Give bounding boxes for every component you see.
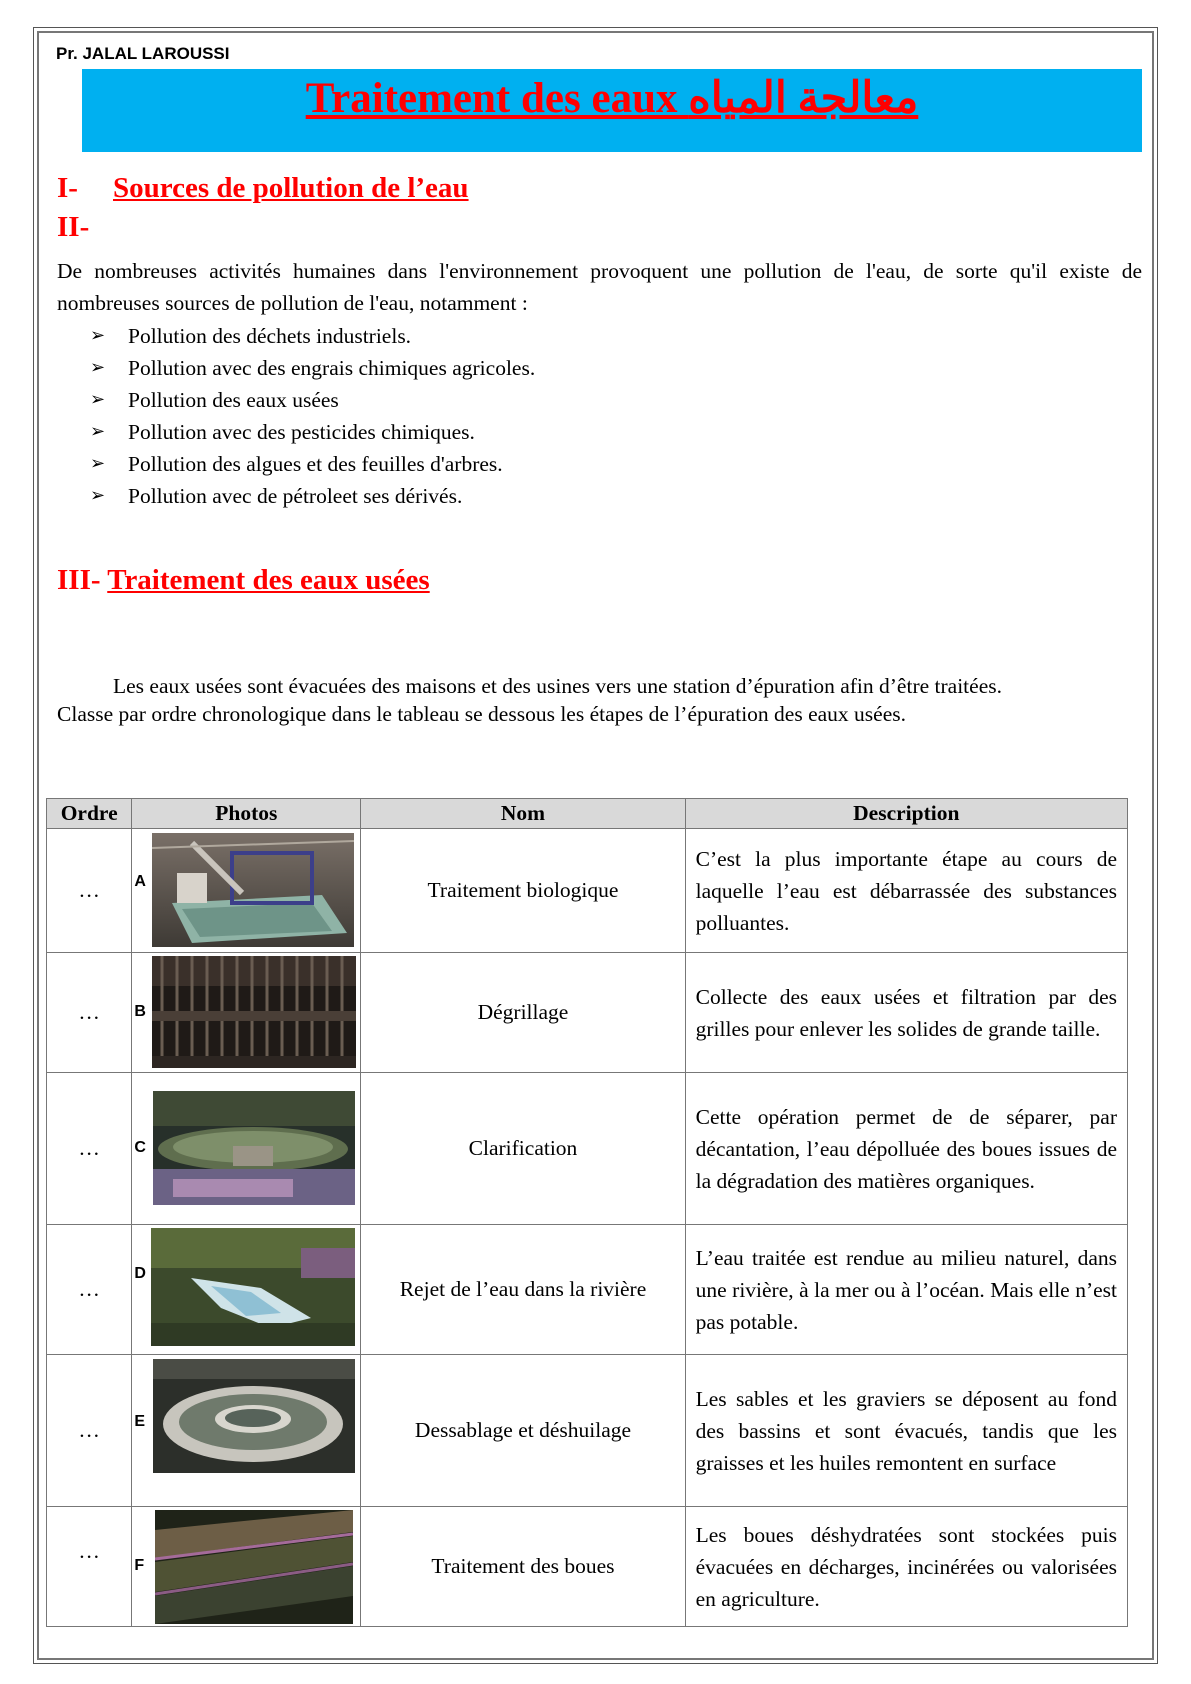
table-row (47, 1073, 1128, 1225)
photo-screening-grid (152, 956, 356, 1068)
arrow-bullet-icon: ➢ (90, 421, 106, 442)
step-description: Collecte des eaux usées et filtration par des grilles pour enlever les solides de grande taille. (685, 953, 1127, 1073)
step-name: Clarification (361, 1073, 685, 1225)
section-1-heading (57, 172, 469, 205)
header-nom: Nom (361, 799, 685, 829)
step-description: C’est la plus importante étape au cours de laquelle l’eau est débarrassée des substances polluantes. (685, 829, 1127, 953)
photo-cell (132, 1225, 361, 1355)
table-row (47, 1225, 1128, 1355)
step-description: Les boues déshydratées sont stockées puis évacuées en décharges, incinérées ou valorisées en agriculture. (685, 1507, 1127, 1627)
step-name: Rejet de l’eau dans la rivière (361, 1225, 685, 1355)
list-item: ➢ Pollution des déchets industriels. (90, 320, 535, 352)
order-cell[interactable]: … (47, 1225, 132, 1355)
header-description: Description (685, 799, 1127, 829)
list-item: ➢ Pollution avec des pesticides chimiques. (90, 416, 535, 448)
photo-grit-oil-separator (153, 1359, 355, 1473)
order-cell[interactable]: … (47, 1507, 132, 1627)
photo-cell (132, 1073, 361, 1225)
header-ordre: Ordre (47, 799, 132, 829)
photo-sludge-beds (155, 1510, 353, 1624)
arrow-bullet-icon: ➢ (90, 325, 106, 346)
list-item: ➢ Pollution avec de pétroleet ses dérivés. (90, 480, 535, 512)
section-2-number: II- (57, 211, 90, 243)
arrow-bullet-icon: ➢ (90, 453, 106, 474)
table-row (47, 1507, 1128, 1627)
photo-letter: B (134, 1003, 146, 1020)
arrow-bullet-icon: ➢ (90, 485, 106, 506)
title-banner (82, 69, 1142, 152)
table-row (47, 1355, 1128, 1507)
page-title: Traitement des eaux معالجة المياه (305, 75, 919, 122)
table-header-row (47, 799, 1128, 829)
section-2-heading (57, 211, 113, 244)
photo-cell (132, 953, 361, 1073)
arrow-bullet-icon: ➢ (90, 357, 106, 378)
instructions-line-2: Classe par ordre chronologique dans le tableau se dessous les étapes de l’épuration des eaux usées. (57, 702, 906, 726)
order-cell[interactable]: … (47, 829, 132, 953)
section-1-number: I- (57, 172, 78, 204)
photo-cell (132, 1507, 361, 1627)
table-row (47, 953, 1128, 1073)
photo-biological-basin (152, 833, 354, 947)
treatment-steps-table (46, 798, 1128, 1627)
order-cell[interactable]: … (47, 1355, 132, 1507)
photo-cell (132, 829, 361, 953)
list-item: ➢ Pollution des eaux usées (90, 384, 535, 416)
photo-letter: E (134, 1413, 146, 1430)
step-name: Traitement biologique (361, 829, 685, 953)
photo-letter: A (134, 873, 146, 890)
section-3-title: Traitement des eaux usées (107, 564, 430, 596)
step-description: L’eau traitée est rendue au milieu naturel, dans une rivière, à la mer ou à l’océan. Mais elle n’est pas potable. (685, 1225, 1127, 1355)
section-3-heading (57, 564, 430, 597)
instructions-line-1: Les eaux usées sont évacuées des maisons et des usines vers une station d’épuration afin d’être traitées. (113, 674, 1002, 698)
step-name: Dessablage et déshuilage (361, 1355, 685, 1507)
order-cell[interactable]: … (47, 953, 132, 1073)
photo-letter: D (134, 1265, 146, 1282)
photo-cell (132, 1355, 361, 1507)
step-description: Les sables et les graviers se déposent au fond des bassins et sont évacués, tandis que les graisses et les huiles remontent en surface (685, 1355, 1127, 1507)
list-item: ➢ Pollution avec des engrais chimiques agricoles. (90, 352, 535, 384)
list-item: ➢ Pollution des algues et des feuilles d'arbres. (90, 448, 535, 480)
step-name: Traitement des boues (361, 1507, 685, 1627)
photo-clarifier-basin (153, 1091, 355, 1205)
table-row (47, 829, 1128, 953)
step-description: Cette opération permet de de séparer, par décantation, l’eau dépolluée des boues issues de la dégradation des matières organiques. (685, 1073, 1127, 1225)
photo-letter: F (134, 1557, 145, 1574)
author-name: Pr. JALAL LAROUSSI (56, 44, 230, 63)
photo-letter: C (134, 1139, 146, 1156)
section-1-title: Sources de pollution de l’eau (113, 172, 469, 204)
step-name: Dégrillage (361, 953, 685, 1073)
instructions-paragraph (57, 672, 1127, 728)
intro-paragraph: De nombreuses activités humaines dans l'environnement provoquent une pollution de l'eau, de sorte qu'il existe de nombreuses sources de pollution de l'eau, notamment : (57, 259, 1142, 315)
pollution-sources-list (90, 320, 535, 512)
photo-river-discharge (151, 1228, 355, 1346)
section-3-number: III- (57, 564, 101, 596)
arrow-bullet-icon: ➢ (90, 389, 106, 410)
order-cell[interactable]: … (47, 1073, 132, 1225)
header-photos: Photos (132, 799, 361, 829)
